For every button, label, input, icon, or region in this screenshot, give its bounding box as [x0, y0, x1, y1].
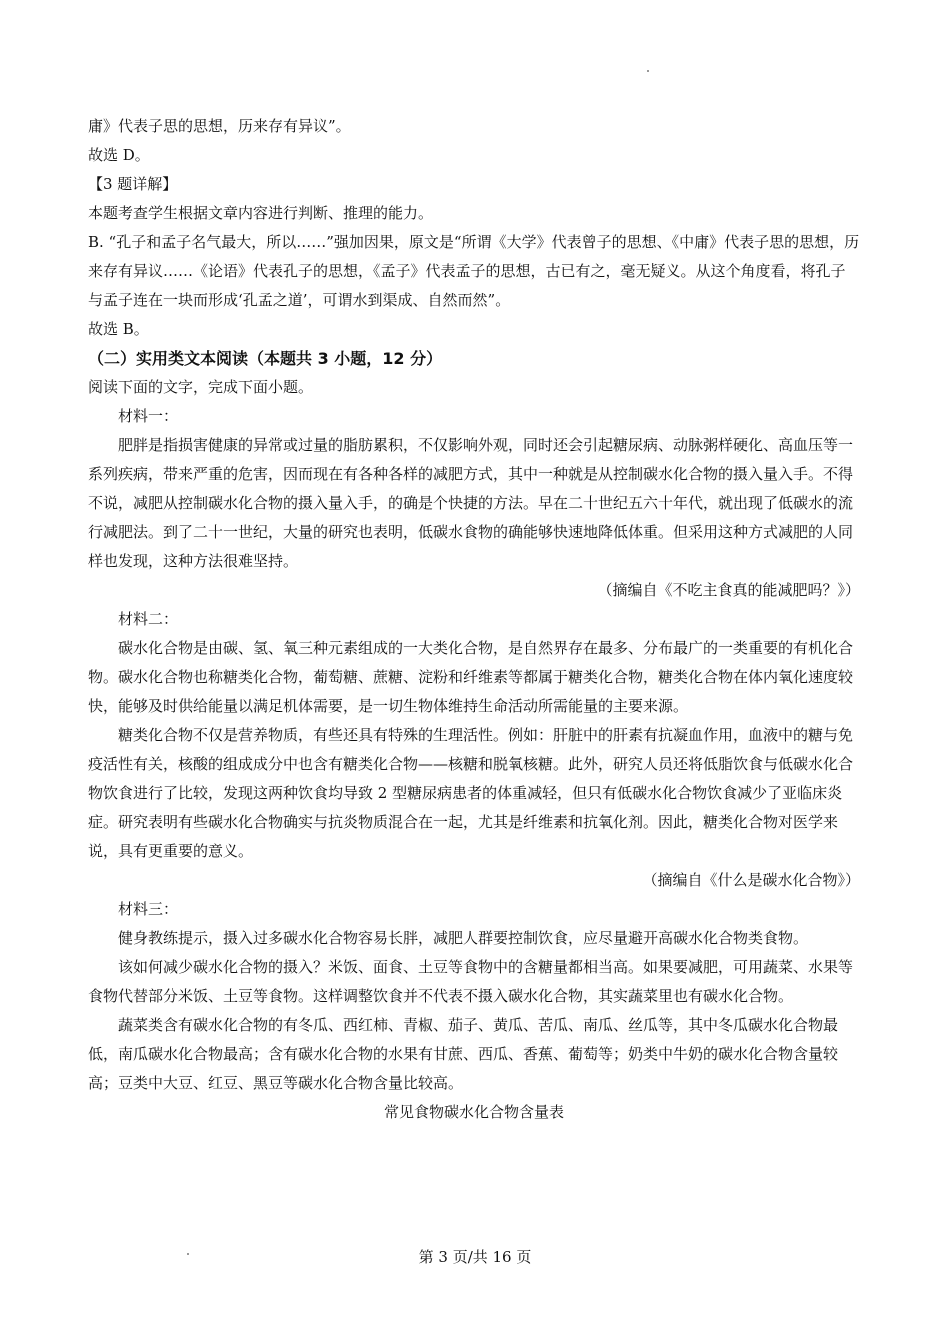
- material3-paragraph: 该如何减少碳水化合物的摄入？米饭、面食、土豆等食物中的含糖量都相当高。如果要减肥，可用蔬菜、水果等食物代替部分米饭、土豆等食物。这样调整饮食并不代表不摄入碳水化合物，其实蔬菜里也有碳水化合物。: [88, 958, 854, 1005]
- material1-label: 材料一：: [118, 407, 179, 425]
- answer-q3-analysis: B. “孔子和孟子名气最大，所以……”强加因果，原文是“所谓《大学》代表曾子的思想、《中庸》代表子思的思想，历来存有异议……《论语》代表孔子的思想，《孟子》代表孟子的思想，古已有之，毫无疑义。从这个角度看，将孔子与孟子连在一块而形成‘孔孟之道’，可谓水到渠成、自然而然”。: [88, 233, 860, 309]
- material2-source: （摘编自《什么是碳水化合物》）: [642, 871, 860, 889]
- material3-label: 材料三：: [118, 900, 179, 918]
- material2-paragraph: 糖类化合物不仅是营养物质，有些还具有特殊的生理活性。例如：肝脏中的肝素有抗凝血作用，血液中的糖与免疫活性有关，核酸的组成成分中也含有糖类化合物——核糖和脱氧核糖。此外，研究人员还将低脂饮食与低碳水化合物饮食进行了比较，发现这两种饮食均导致 2 型糖尿病患者的体重减轻，但只有低碳水化合物饮食减少了亚临床炎症。研究表明有些碳水化合物确实与抗炎物质混合在一起，尤其是纤维素和抗氧化剂。因此，糖类化合物对医学来说，具有更重要的意义。: [88, 726, 854, 860]
- answer-q3-intro: 本题考查学生根据文章内容进行判断、推理的能力。: [88, 204, 434, 222]
- material2-paragraph: 碳水化合物是由碳、氢、氧三种元素组成的一大类化合物，是自然界存在最多、分布最广的一类重要的有机化合物。碳水化合物也称糖类化合物，葡萄糖、蔗糖、淀粉和纤维素等都属于糖类化合物，糖类化合物在体内氧化速度较快，能够及时供给能量以满足机体需要，是一切生物体维持生命活动所需能量的主要来源。: [88, 639, 854, 715]
- answer-q2-tail: 庸》代表子思的思想，历来存有异议”。: [88, 117, 351, 135]
- page-footer: 第 3 页/共 16 页: [418, 1248, 532, 1266]
- material3-paragraph: 健身教练提示，摄入过多碳水化合物容易长胖，减肥人群要控制饮食，应尽量避开高碳水化合物类食物。: [118, 929, 809, 947]
- section-instruction: 阅读下面的文字，完成下面小题。: [88, 378, 314, 396]
- answer-q2-choice: 故选 D。: [88, 146, 150, 164]
- answer-q3-title: 【3 题详解】: [88, 175, 178, 193]
- answer-q3-choice: 故选 B。: [88, 320, 149, 338]
- material1-source: （摘编自《不吃主食真的能减肥吗？》）: [597, 581, 860, 599]
- material2-label: 材料二：: [118, 610, 179, 628]
- material1-paragraph: 肥胖是指损害健康的异常或过量的脂肪累积，不仅影响外观，同时还会引起糖尿病、动脉粥样硬化、高血压等一系列疾病，带来严重的危害，因而现在有各种各样的减肥方式，其中一种就是从控制碳水化合物的摄入量入手。不得不说，减肥从控制碳水化合物的摄入量入手，的确是个快捷的方法。早在二十世纪五六十年代，就出现了低碳水的流行减肥法。到了二十一世纪，大量的研究也表明，低碳水食物的确能够快速地降低体重。但采用这种方式减肥的人同样也发现，这种方法很难坚持。: [88, 436, 854, 570]
- table-caption: 常见食物碳水化合物含量表: [383, 1103, 564, 1121]
- material3-paragraph: 蔬菜类含有碳水化合物的有冬瓜、西红柿、青椒、茄子、黄瓜、苦瓜、南瓜、丝瓜等，其中冬瓜碳水化合物最低，南瓜碳水化合物最高；含有碳水化合物的水果有甘蔗、西瓜、香蕉、葡萄等；奶类中牛奶的碳水化合物含量较高；豆类中大豆、红豆、黑豆等碳水化合物含量比较高。: [88, 1016, 839, 1092]
- section-heading: （二）实用类文本阅读（本题共 3 小题，12 分）: [88, 349, 443, 368]
- top-dot-mark: [647, 70, 649, 72]
- page-content: [88, 112, 860, 1127]
